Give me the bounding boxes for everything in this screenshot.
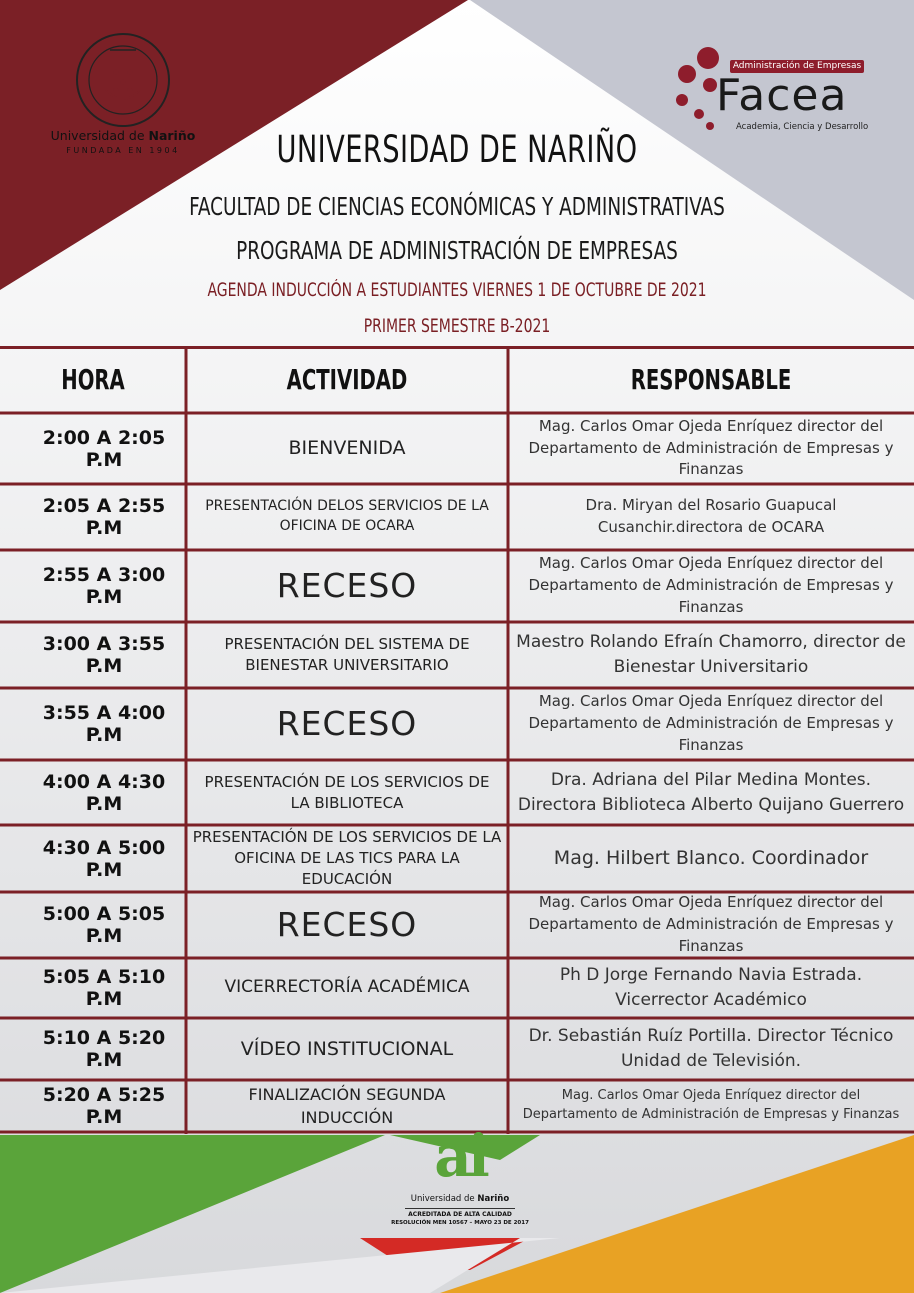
row-actividad: PRESENTACIÓN DE LOS SERVICIOS DE LA OFICINA DE LAS TICS PARA LA EDUCACIÓN xyxy=(192,828,502,888)
semester-title: PRIMER SEMESTRE B-2021 xyxy=(363,316,551,337)
header-actividad: ACTIVIDAD xyxy=(286,363,408,396)
row-hora: 2:00 A 2:05 P.M xyxy=(42,426,166,471)
row-actividad: RECESO xyxy=(276,703,418,743)
footer-name-prefix: Universidad de xyxy=(410,1194,478,1204)
facea-logo xyxy=(668,40,878,140)
row-actividad: VÍDEO INSTITUCIONAL xyxy=(240,1037,454,1060)
row-actividad: PRESENTACIÓN DE LOS SERVICIOS DE LA BIBLIOTECA xyxy=(204,772,490,812)
logo-founded: FUNDADA EN 1904 xyxy=(66,146,180,155)
facea-brand: Facea xyxy=(716,70,848,121)
row-actividad: RECESO xyxy=(276,565,418,605)
footer-accreditation: ACREDITADA DE ALTA CALIDAD xyxy=(408,1211,512,1218)
footer-divider xyxy=(405,1208,515,1209)
row-responsable: Ph D Jorge Fernando Navia Estrada. Vicerrector Académico xyxy=(559,965,863,1010)
header-hora: HORA xyxy=(61,363,125,396)
row-hora: 5:10 A 5:20 P.M xyxy=(42,1027,166,1071)
row-responsable: Dr. Sebastián Ruíz Portilla. Director Técnico Unidad de Televisión. xyxy=(528,1026,894,1071)
row-actividad: VICERRECTORÍA ACADÉMICA xyxy=(224,977,470,998)
logo-name-prefix: Universidad de xyxy=(50,128,149,143)
acreditacion-logo xyxy=(385,1122,535,1237)
row-actividad: PRESENTACIÓN DELOS SERVICIOS DE LA OFICINA DE OCARA xyxy=(205,498,489,534)
header-responsable: RESPONSABLE xyxy=(630,363,792,396)
row-responsable: Dra. Miryan del Rosario Guapucal Cusanchir.directora de OCARA xyxy=(585,496,837,536)
row-actividad: PRESENTACIÓN DEL SISTEMA DE BIENESTAR UNIVERSITARIO xyxy=(224,635,470,674)
row-hora: 3:00 A 3:55 P.M xyxy=(42,633,166,677)
row-responsable: Mag. Carlos Omar Ojeda Enríquez director del Departamento de Administración de Empresas y Finanzas xyxy=(522,1088,900,1122)
ai-mark-icon: ai xyxy=(434,1122,486,1190)
row-hora: 5:20 A 5:25 P.M xyxy=(42,1084,166,1128)
schedule-table xyxy=(0,346,914,1134)
row-hora: 5:00 A 5:05 P.M xyxy=(42,903,166,947)
row-responsable: Mag. Hilbert Blanco. Coordinador xyxy=(553,846,869,869)
agenda-title: AGENDA INDUCCIÓN A ESTUDIANTES VIERNES 1 DE OCTUBRE DE 2021 xyxy=(207,280,707,301)
row-actividad: FINALIZACIÓN SEGUNDA INDUCCIÓN xyxy=(248,1084,446,1127)
row-hora: 2:05 A 2:55 P.M xyxy=(42,495,166,539)
row-hora: 4:30 A 5:00 P.M xyxy=(42,836,166,881)
row-hora: 5:05 A 5:10 P.M xyxy=(42,966,166,1010)
logo-name-bold: Nariño xyxy=(148,128,196,143)
row-hora: 3:55 A 4:00 P.M xyxy=(42,702,166,746)
row-responsable: Mag. Carlos Omar Ojeda Enríquez director del Departamento de Administración de Empresas y Finanzas xyxy=(528,692,894,754)
row-responsable: Maestro Rolando Efraín Chamorro, director de Bienestar Universitario xyxy=(516,632,906,677)
row-actividad: BIENVENIDA xyxy=(288,437,406,460)
facea-slogan: Academia, Ciencia y Desarrollo xyxy=(736,122,869,132)
footer-name-bold: Nariño xyxy=(477,1194,510,1204)
faculty-title: FACULTAD DE CIENCIAS ECONÓMICAS Y ADMINISTRATIVAS xyxy=(189,192,725,221)
university-title: UNIVERSIDAD DE NARIÑO xyxy=(276,128,638,171)
seal-icon xyxy=(48,30,198,130)
row-hora: 4:00 A 4:30 P.M xyxy=(42,770,166,815)
row-responsable: Dra. Adriana del Pilar Medina Montes. Directora Biblioteca Alberto Quijano Guerrero xyxy=(517,769,905,815)
row-actividad: RECESO xyxy=(276,904,418,944)
row-responsable: Mag. Carlos Omar Ojeda Enríquez director del Departamento de Administración de Empresas y Finanzas xyxy=(528,416,894,479)
program-title: PROGRAMA DE ADMINISTRACIÓN DE EMPRESAS xyxy=(236,236,678,265)
footer-resolution: RESOLUCIÓN MEN 10567 – MAYO 23 DE 2017 xyxy=(391,1220,529,1226)
facea-tag: Administración de Empresas xyxy=(730,60,864,73)
row-hora: 2:55 A 3:00 P.M xyxy=(42,564,166,608)
row-responsable: Mag. Carlos Omar Ojeda Enríquez director del Departamento de Administración de Empresas y Finanzas xyxy=(528,893,894,955)
row-responsable: Mag. Carlos Omar Ojeda Enríquez director del Departamento de Administración de Empresas y Finanzas xyxy=(528,554,894,616)
